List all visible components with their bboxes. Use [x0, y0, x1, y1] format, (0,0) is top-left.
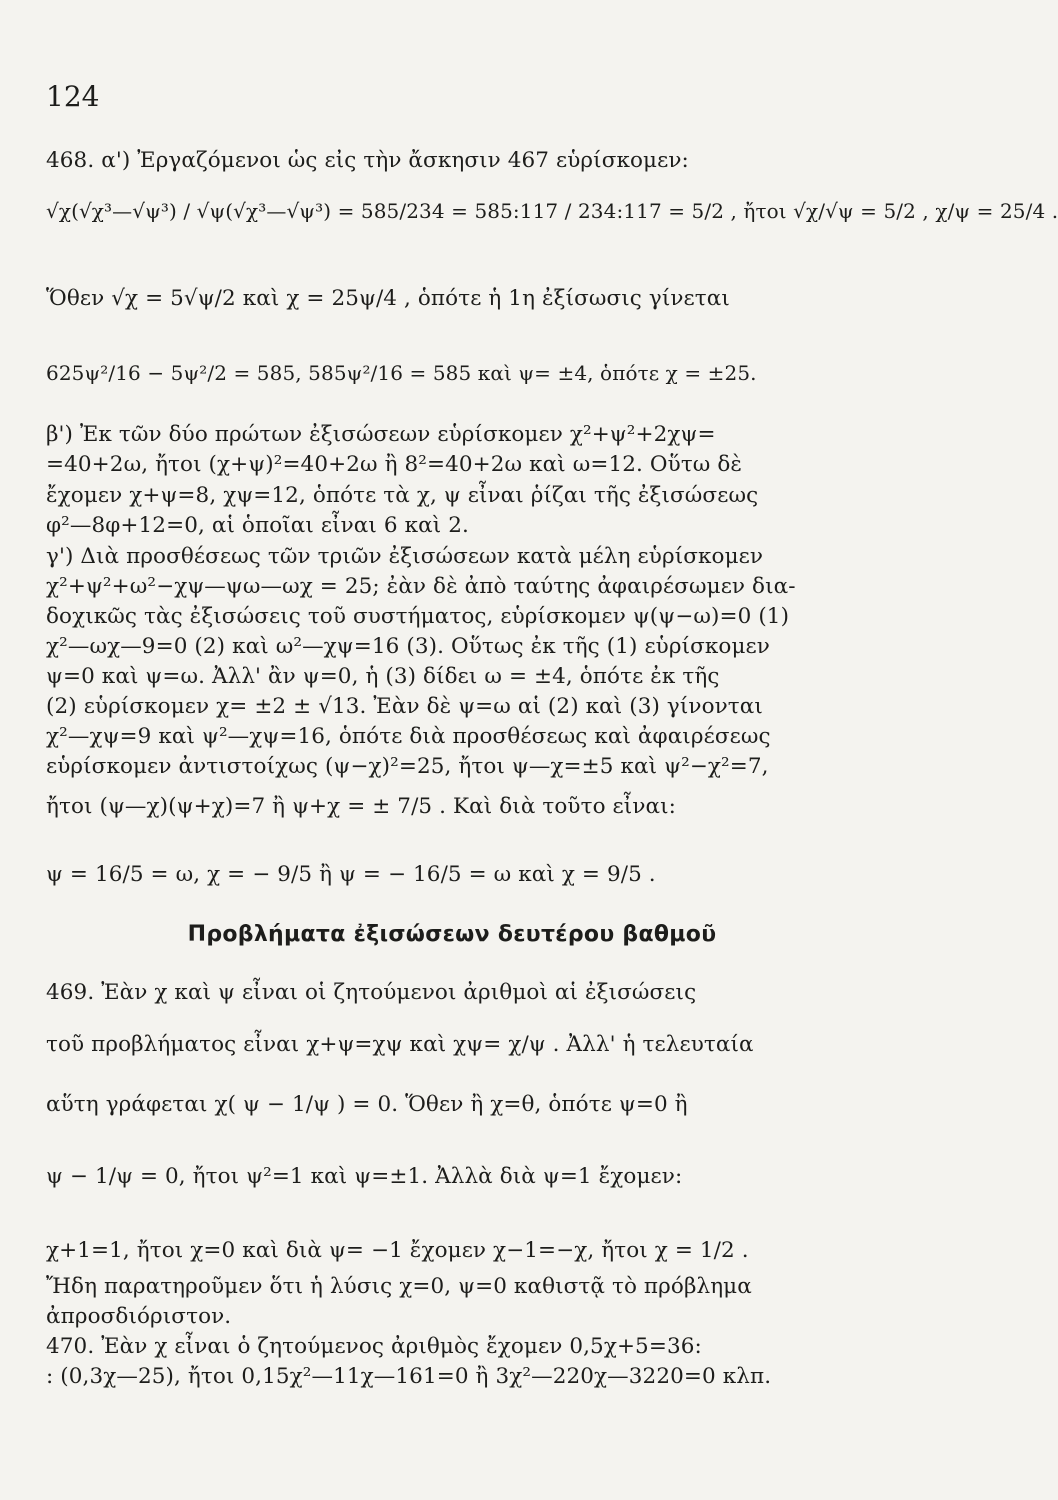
- text-line: Ἤδη παρατηροῦμεν ὅτι ἡ λύσις χ=0, ψ=0 καθιστᾷ τὸ πρόβλημα: [46, 1274, 752, 1299]
- equation-solution-a: 625ψ²/16 − 5ψ²/2 = 585, 585ψ²/16 = 585 καὶ ψ= ±4, ὁπότε χ = ±25.: [46, 361, 757, 385]
- text-line: δοχικῶς τὰς ἐξισώσεις τοῦ συστήματος, εὑρίσκομεν ψ(ψ−ω)=0 (1): [46, 604, 790, 629]
- text-line: ψ=0 καὶ ψ=ω. Ἀλλ' ἂν ψ=0, ἡ (3) δίδει ω = ±4, ὁπότε ἐκ τῆς: [46, 664, 720, 689]
- equation-solution-c: ψ = 16/5 = ω, χ = − 9/5 ἢ ψ = − 16/5 = ω καὶ χ = 9/5 .: [46, 862, 656, 887]
- text-line: χ²+ψ²+ω²−χψ—ψω—ωχ = 25; ἐὰν δὲ ἀπὸ ταύτης ἀφαιρέσωμεν δια-: [46, 574, 796, 599]
- text-line: γ') Διὰ προσθέσεως τῶν τριῶν ἐξισώσεων κατὰ μέλη εὑρίσκομεν: [46, 544, 764, 569]
- text-line: ἔχομεν χ+ψ=8, χψ=12, ὁπότε τὰ χ, ψ εἶναι ῥίζαι τῆς ἐξισώσεως: [46, 483, 759, 508]
- text-line: χ²—ωχ—9=0 (2) καὶ ω²—χψ=16 (3). Οὕτως ἐκ τῆς (1) εὑρίσκομεν: [46, 634, 770, 659]
- problem-468-intro: 468. α') Ἐργαζόμενοι ὡς εἰς τὴν ἄσκησιν 467 εὑρίσκομεν:: [46, 148, 689, 173]
- text-line: ἀπροσδιόριστον.: [46, 1304, 232, 1329]
- page-number: 124: [46, 80, 100, 113]
- equation-line: ψ − 1/ψ = 0, ἤτοι ψ²=1 καὶ ψ=±1. Ἀλλὰ διὰ ψ=1 ἔχομεν:: [46, 1164, 683, 1189]
- equation-line: ἤτοι (ψ—χ)(ψ+χ)=7 ἢ ψ+χ = ± 7/5 . Καὶ διὰ τοῦτο εἶναι:: [46, 794, 676, 819]
- text-line: χ²—χψ=9 καὶ ψ²—χψ=16, ὁπότε διὰ προσθέσεως καὶ ἀφαιρέσεως: [46, 724, 771, 749]
- text-line: =40+2ω, ἤτοι (χ+ψ)²=40+2ω ἢ 8²=40+2ω καὶ ω=12. Οὕτω δὲ: [46, 452, 743, 477]
- problem-469-intro: 469. Ἐὰν χ καὶ ψ εἶναι οἱ ζητούμενοι ἀριθμοὶ αἱ ἐξισώσεις: [46, 980, 697, 1005]
- section-heading: Προβλήματα ἐξισώσεων δευτέρου βαθμοῦ: [187, 922, 717, 947]
- equation-ratio: √χ(√χ³—√ψ³) / √ψ(√χ³—√ψ³) = 585/234 = 585:117 / 234:117 = 5/2 , ἤτοι √χ/√ψ = 5/2 , χ/ψ = 25/4 .: [46, 199, 1058, 223]
- equation-substitution: Ὅθεν √χ = 5√ψ/2 καὶ χ = 25ψ/4 , ὁπότε ἡ 1η ἐξίσωσις γίνεται: [46, 286, 730, 311]
- text-line: εὑρίσκομεν ἀντιστοίχως (ψ−χ)²=25, ἤτοι ψ—χ=±5 καὶ ψ²−χ²=7,: [46, 754, 769, 779]
- equation-line: τοῦ προβλήματος εἶναι χ+ψ=χψ καὶ χψ= χ/ψ . Ἀλλ' ἡ τελευταία: [46, 1032, 754, 1057]
- text-line: : (0,3χ—25), ἤτοι 0,15χ²—11χ—161=0 ἢ 3χ²—220χ—3220=0 κλπ.: [46, 1364, 772, 1389]
- equation-line: χ+1=1, ἤτοι χ=0 καὶ διὰ ψ= −1 ἔχομεν χ−1=−χ, ἤτοι χ = 1/2 .: [46, 1238, 749, 1263]
- text-line: φ²—8φ+12=0, αἱ ὁποῖαι εἶναι 6 καὶ 2.: [46, 513, 469, 538]
- problem-470-intro: 470. Ἐὰν χ εἶναι ὁ ζητούμενος ἀριθμὸς ἔχομεν 0,5χ+5=36:: [46, 1334, 702, 1359]
- text-line: β') Ἐκ τῶν δύο πρώτων ἐξισώσεων εὑρίσκομεν χ²+ψ²+2χψ=: [46, 422, 716, 447]
- text-line: (2) εὑρίσκομεν χ= ±2 ± √13. Ἐὰν δὲ ψ=ω αἱ (2) καὶ (3) γίνονται: [46, 694, 763, 719]
- equation-line: αὕτη γράφεται χ( ψ − 1/ψ ) = 0. Ὅθεν ἢ χ=θ, ὁπότε ψ=0 ἢ: [46, 1092, 688, 1117]
